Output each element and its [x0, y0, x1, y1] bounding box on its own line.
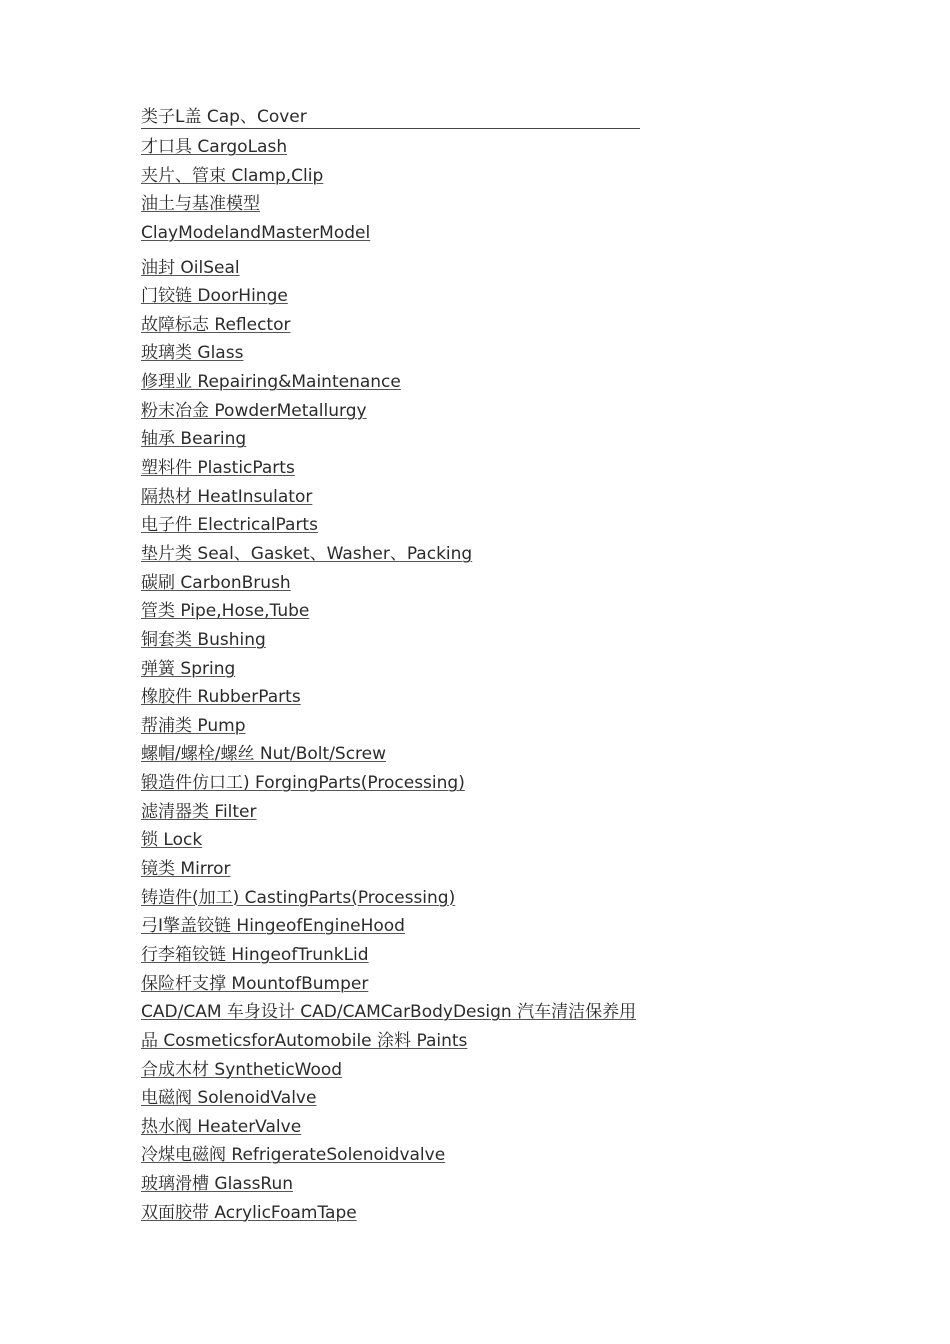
list-item[interactable]: 弹簧 Spring [141, 658, 236, 679]
list-item[interactable]: 才口具 CargoLash [141, 137, 288, 157]
list-item[interactable]: 热水阀 HeaterValve [141, 1116, 302, 1137]
list-item[interactable]: 电磁阀 SolenoidValve [141, 1088, 317, 1109]
list-item[interactable]: 铸造件(加工) CastingParts(Processing) [141, 887, 456, 908]
list-item[interactable]: ClayModelandMasterModel [141, 222, 371, 243]
list-item[interactable]: 电子件 ElectricalParts [141, 515, 318, 536]
list-item[interactable]: 夹片、管束 Clamp,Clip [141, 165, 324, 186]
list-item[interactable]: 油封 OilSeal [141, 257, 240, 278]
list-item[interactable]: 垫片类 Seal、Gasket、Washer、Packing [141, 543, 473, 564]
list-item[interactable]: 双面胶带 AcrylicFoamTape [141, 1202, 357, 1223]
list-item[interactable]: 隔热材 HeatInsulator [141, 486, 313, 507]
list-item[interactable]: 橡胶件 RubberParts [141, 687, 301, 708]
list-item[interactable]: 轴承 Bearing [141, 429, 247, 450]
list-item[interactable]: 合成木材 SyntheticWood [141, 1059, 343, 1080]
list-item[interactable]: 锻造件仿口工) ForgingParts(Processing) [141, 773, 465, 794]
list-item[interactable]: 品 CosmeticsforAutomobile 涂料 Paints [141, 1030, 468, 1051]
list-item[interactable]: 故障标志 Reflector [141, 314, 291, 335]
list-item[interactable]: 帮浦类 Pump [141, 715, 246, 736]
list-item[interactable]: 玻璃类 Glass [141, 343, 244, 364]
list-item[interactable]: 铜套类 Bushing [141, 629, 266, 650]
list-item[interactable]: 门铰链 DoorHinge [141, 286, 288, 307]
list-item[interactable]: 粉末冶金 PowderMetallurgy [141, 400, 367, 421]
list-item[interactable]: 玻璃滑槽 GlassRun [141, 1174, 294, 1195]
list-item[interactable]: 塑料件 PlasticParts [141, 458, 295, 479]
parts-list [141, 104, 661, 1227]
list-item[interactable]: 弓I擎盖铰链 HingeofEngineHood [141, 916, 405, 937]
list-item[interactable]: 油土与基准模型 [141, 194, 260, 215]
list-item[interactable]: 镜类 Mirror [141, 859, 231, 880]
list-item[interactable]: 冷煤电磁阀 RefrigerateSolenoidvalve [141, 1145, 446, 1166]
list-item[interactable]: 锁 Lock [141, 830, 203, 851]
list-item[interactable]: 行李箱铰链 HingeofTrunkLid [141, 944, 369, 965]
list-item[interactable]: 滤清器类 Filter [141, 801, 257, 822]
list-item[interactable]: 碳刷 CarbonBrush [141, 572, 291, 593]
list-item[interactable]: 修理业 Repairing&Maintenance [141, 372, 401, 393]
list-item[interactable]: 管类 Pipe,Hose,Tube [141, 601, 310, 622]
list-item[interactable]: 螺帽/螺栓/螺丝 Nut/Bolt/Screw [141, 744, 387, 765]
list-item[interactable]: 保险杆支撑 MountofBumper [141, 973, 369, 994]
list-item[interactable]: 类子L盖 Cap、Cover [141, 104, 640, 129]
list-item[interactable]: CAD/CAM 车身设计 CAD/CAMCarBodyDesign 汽车清洁保养用 [141, 1002, 637, 1023]
